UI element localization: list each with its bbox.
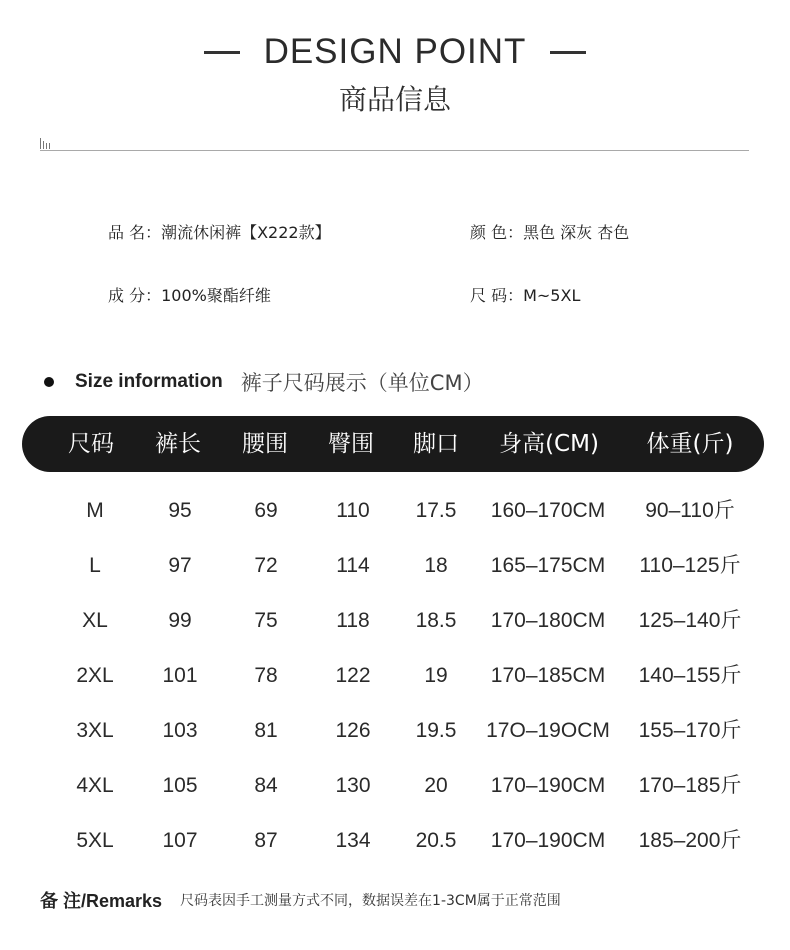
table-row [0, 823, 790, 859]
table-cell: 17O–19OCM [486, 719, 610, 742]
bullet-icon [44, 377, 54, 387]
table-row [0, 658, 790, 694]
table-cell: 185–200斤 [638, 829, 742, 852]
table-cell: 18 [424, 554, 448, 577]
title-left-dash [204, 51, 240, 54]
table-cell: 17.5 [415, 499, 457, 522]
table-cell: 134 [335, 829, 371, 852]
table-cell: 110 [336, 499, 370, 522]
column-header: 腰围 [242, 431, 288, 457]
column-header: 体重(斤) [646, 431, 734, 457]
table-cell: 3XL [76, 719, 114, 742]
table-cell: 105 [162, 774, 198, 797]
table-cell: 130 [335, 774, 371, 797]
product-material: 成 分：100%聚酯纤维 [108, 286, 271, 305]
table-cell: 170–190CM [490, 774, 606, 797]
table-cell: M [86, 499, 104, 522]
table-cell: 160–170CM [490, 499, 606, 522]
remarks-label: 备 注/Remarks [40, 891, 163, 911]
table-cell: 84 [254, 774, 278, 797]
remarks [40, 886, 561, 914]
table-row [0, 548, 790, 584]
column-header: 尺码 [68, 431, 114, 457]
table-cell: 165–175CM [490, 554, 606, 577]
table-cell: 5XL [76, 829, 114, 852]
table-cell: 4XL [76, 774, 114, 797]
table-cell: 99 [168, 609, 192, 632]
table-cell: 69 [254, 499, 278, 522]
product-color: 颜 色：黑色 深灰 杏色 [470, 223, 630, 242]
table-cell: 170–190CM [490, 829, 606, 852]
column-header: 脚口 [413, 431, 459, 457]
table-cell: L [89, 554, 101, 577]
table-cell: 170–185CM [490, 664, 606, 687]
table-row [0, 713, 790, 749]
title-right-dash [550, 51, 586, 54]
table-cell: 95 [168, 499, 192, 522]
table-cell: XL [82, 609, 108, 632]
table-cell: 125–140斤 [638, 609, 742, 632]
size-heading-cn: 裤子尺码展示（单位CM） [240, 371, 484, 395]
table-cell: 97 [168, 554, 192, 577]
table-cell: 81 [254, 719, 278, 742]
table-cell: 75 [254, 609, 278, 632]
column-header: 臀围 [328, 431, 374, 457]
table-cell: 110–125斤 [639, 554, 741, 577]
table-cell: 87 [254, 829, 278, 852]
product-name: 品 名：潮流休闲裤【X222款】 [108, 223, 331, 242]
divider-mark-icon [40, 136, 50, 149]
table-cell: 103 [162, 719, 198, 742]
table-cell: 170–180CM [490, 609, 606, 632]
table-row [0, 493, 790, 529]
table-cell: 118 [336, 609, 370, 632]
size-table-header [22, 416, 764, 472]
table-cell: 20 [424, 774, 448, 797]
title-text: DESIGN POINT [263, 32, 527, 71]
table-cell: 126 [335, 719, 371, 742]
table-row [0, 603, 790, 639]
design-point-title [0, 30, 790, 74]
table-cell: 20.5 [415, 829, 457, 852]
size-heading-en: Size information [75, 371, 223, 392]
header-divider [40, 150, 749, 151]
column-header: 裤长 [155, 431, 201, 457]
table-cell: 101 [162, 664, 198, 687]
table-cell: 114 [336, 554, 370, 577]
table-cell: 19.5 [415, 719, 457, 742]
table-cell: 18.5 [415, 609, 457, 632]
table-cell: 19 [424, 664, 448, 687]
remarks-text: 尺码表因手工测量方式不同，数据误差在1-3CM属于正常范围 [180, 893, 561, 909]
product-size-range: 尺 码：M~5XL [470, 286, 581, 305]
table-cell: 170–185斤 [638, 774, 742, 797]
table-cell: 155–170斤 [638, 719, 742, 742]
table-cell: 2XL [76, 664, 114, 687]
column-header: 身高(CM) [499, 431, 599, 457]
table-cell: 140–155斤 [638, 664, 742, 687]
table-cell: 122 [335, 664, 371, 687]
table-cell: 90–110斤 [645, 499, 735, 522]
table-cell: 107 [162, 829, 198, 852]
table-cell: 78 [254, 664, 278, 687]
subtitle: 商品信息 [338, 83, 451, 116]
table-cell: 72 [254, 554, 278, 577]
table-row [0, 768, 790, 804]
size-information-heading [44, 366, 484, 398]
